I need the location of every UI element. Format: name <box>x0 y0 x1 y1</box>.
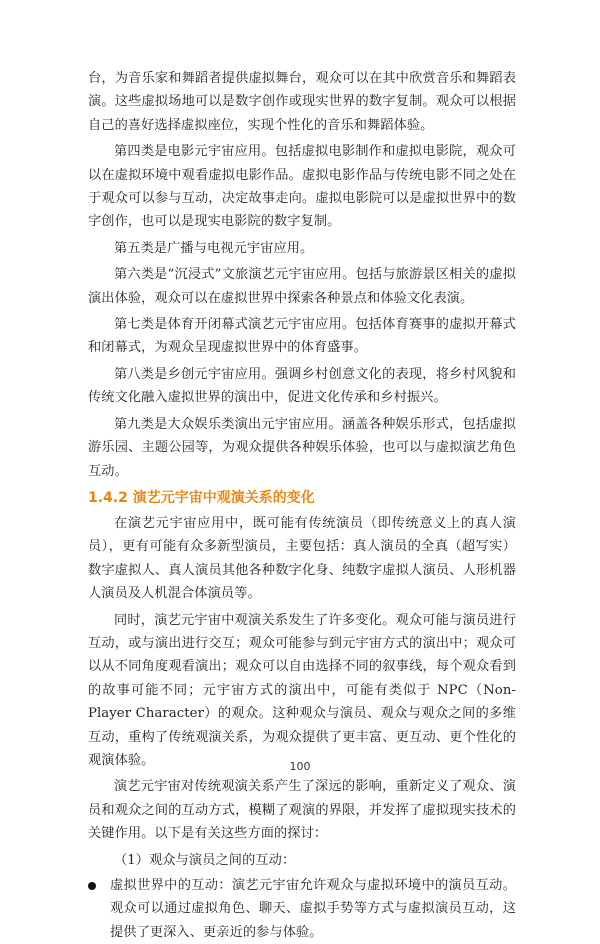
paragraph-category-five: 第五类是广播与电视元宇宙应用。 <box>114 240 314 256</box>
paragraph-impact: 演艺元宇宙对传统观演关系产生了深远的影响，重新定义了观众、演员和观众之间的互动方式，模糊了观演的界限，并发挥了虚拟现实技术的关键作用。以下是有关这些方面的探讨： <box>88 779 516 842</box>
paragraph-category-eight: 第八类是乡创元宇宙应用。强调乡村创意文化的表现，将乡村风貌和传统文化融入虚拟世界的演出中，促进文化传承和乡村振兴。 <box>88 366 516 406</box>
page-body <box>88 67 516 944</box>
paragraph-venue-continued: 台，为音乐家和舞蹈者提供虚拟舞台，观众可以在其中欣赏音乐和舞蹈表演。这些虚拟场地可以是数字创作或现实世界的数字复制。观众可以根据自己的喜好选择虚拟座位，实现个性化的音乐和舞蹈体验。 <box>88 71 516 133</box>
paragraph-subheading-interaction: （1）观众与演员之间的互动： <box>114 852 296 868</box>
paragraph-category-nine: 第九类是大众娱乐类演出元宇宙应用。涵盖各种娱乐形式，包括虚拟游乐园、主题公园等，为观众提供各种娱乐体验，也可以与虚拟演艺角色互动。 <box>88 416 516 479</box>
paragraph-category-four: 第四类是电影元宇宙应用。包括虚拟电影制作和虚拟电影院，观众可以在虚拟环境中观看虚拟电影作品。虚拟电影作品与传统电影不同之处在于观众可以参与互动，决定故事走向。虚拟电影院可以是虚拟世界中的数字创作，也可以是现实电影院的数字复制。 <box>88 144 516 230</box>
paragraph-actors: 在演艺元宇宙应用中，既可能有传统演员（即传统意义上的真人演员），更有可能有众多新型演员，主要包括：真人演员的全真（超写实）数字虚拟人、真人演员其他各种数字化身、纯数字虚拟人演员、人形机器人演员及人机混合体演员等。 <box>88 515 516 602</box>
paragraph-category-seven: 第七类是体育开闭幕式演艺元宇宙应用。包括体育赛事的虚拟开幕式和闭幕式，为观众呈现虚拟世界中的体育盛事。 <box>88 317 516 356</box>
bullet-text: 虚拟世界中的互动：演艺元宇宙允许观众与虚拟环境中的演员互动。观众可以通过虚拟角色、聊天、虚拟手势等方式与虚拟演员互动，这提供了更深入、更亲近的参与体验。 <box>110 878 516 940</box>
paragraph-relationship-changes: 同时，演艺元宇宙中观演关系发生了许多变化。观众可能与演员进行互动，或与演出进行交互；观众可能参与到元宇宙方式的演出中；观众可以从不同角度观看演出；观众可以自由选择不同的叙事线，每个观众看到的故事可能不同；元宇宙方式的演出中，可能有类似于 NPC（Non-Player Character）的观众。这种观众与演员、观众与观众之间的多维互动，重构了传统观演关系，为观众提供了更丰富、更互动、更个性化的观演体验。 <box>88 612 516 768</box>
bullet-item <box>88 874 516 944</box>
page-number: 100 <box>289 760 311 773</box>
section-heading: 1.4.2 演艺元宇宙中观演关系的变化 <box>88 489 315 506</box>
bullet-dot-icon <box>88 882 96 890</box>
paragraph-category-six: 第六类是“沉浸式”文旅演艺元宇宙应用。包括与旅游景区相关的虚拟演出体验，观众可以在虚拟世界中探索各种景点和体验文化表演。 <box>88 267 516 306</box>
